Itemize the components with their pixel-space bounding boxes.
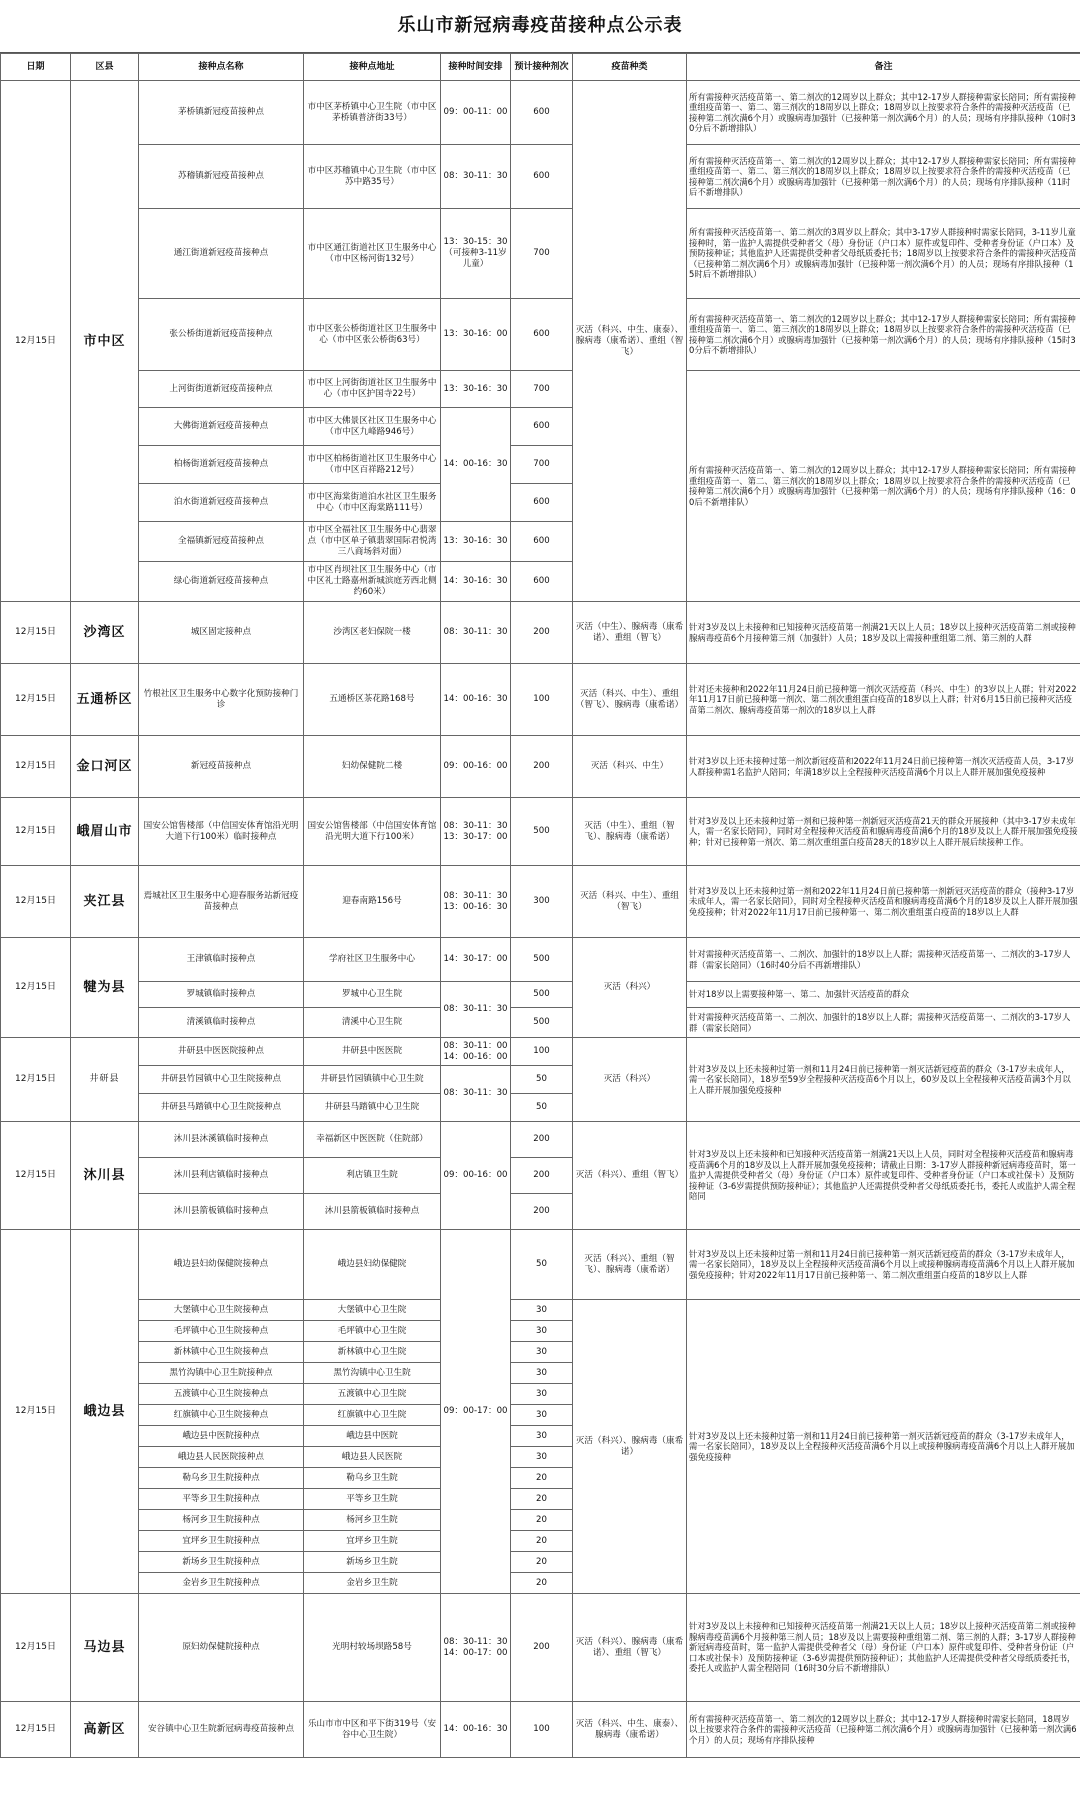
date-cell: 12月15日 [1,664,71,736]
site-address: 光明村较场坝路58号 [304,1594,441,1702]
site-vaccine: 灭活（科兴、中生、康泰）、腺病毒（康希诺） [573,1702,687,1758]
site-planned: 20 [511,1489,573,1510]
site-planned: 200 [511,1158,573,1194]
district-jiajiang: 夹江县 [71,866,139,938]
site-time: 13：30-16：30 [441,371,511,408]
site-time: 09：00-16：00 [441,1122,511,1230]
site-address: 峨边县人民医院 [304,1447,441,1468]
site-planned: 30 [511,1342,573,1363]
district-muchuan: 沐川县 [71,1122,139,1230]
site-note: 针对3岁及以上还未接种过第一剂和11月24日前已接种第一剂灭活新冠疫苗的群众（3-17岁未成年人，需一名家长陪同），18岁及以上全程接种灭活疫苗满6个月以上或接种腺病毒疫苗满6个月以上人群开展加强免疫接种；针对2022年11月17日前已接种第一、第二剂次重组蛋白疫苗的18岁以上人群 [687,1230,1080,1300]
site-note: 针对3岁及以上未接种和已知接种灭活疫苗第一剂满21天以上人员；18岁以上接种灭活疫苗第二剂或接种腺病毒疫苗满6个月接种第三剂人员；18岁及以上需要接种重组第二剂、第三剂的人群；3-17岁人群接种新冠病毒疫苗时，第一监护人需提供受种者父（母）身份证（户口本）原件或复印件、受种者身份证（户口本或社保卡）及预防接种证（3-6岁需提供预防接种证）；其他监护人还需提供受种者父母纸质委托书，委托人或监护人需全程陪同（16时30分后不新增排队） [687,1594,1080,1702]
site-planned: 200 [511,602,573,664]
site-address: 市中区通江街道社区卫生服务中心（市中区杨河街132号） [304,209,441,299]
site-planned: 30 [511,1384,573,1405]
site-name: 清溪镇临时接种点 [139,1008,304,1038]
site-address: 黑竹沟镇中心卫生院 [304,1363,441,1384]
site-vaccine: 灭活（科兴、中生）、重组（智飞）、腺病毒（康希诺） [573,664,687,736]
site-planned: 50 [511,1066,573,1094]
site-name: 杨河乡卫生院接种点 [139,1510,304,1531]
site-note: 针对需接种灭活疫苗第一、二剂次、加强针的18岁以上人群；需接种灭活疫苗第一、二剂次的3-17岁人群（需家长陪同）（16时40分后不再新增排队） [687,938,1080,982]
site-planned: 20 [511,1510,573,1531]
header-time: 接种时间安排 [441,54,511,81]
site-address: 罗城中心卫生院 [304,982,441,1008]
site-planned: 100 [511,1702,573,1758]
site-name: 上河街街道新冠疫苗接种点 [139,371,304,408]
site-planned: 700 [511,209,573,299]
site-time: 14：30-17：00 [441,938,511,982]
site-note: 针对还未接种和2022年11月24日前已接种第一剂次灭活疫苗（科兴、中生）的3岁以上人群；针对2022年11月17日前已接种第一剂次、第二剂次重组蛋白疫苗的18岁以上人群；针对6月15日前已接种灭活疫苗第二剂次、腺病毒疫苗第一剂次的18岁以上人群 [687,664,1080,736]
district-shawan: 沙湾区 [71,602,139,664]
site-name: 柏杨街道新冠疫苗接种点 [139,446,304,484]
site-name: 新场乡卫生院接种点 [139,1552,304,1573]
site-address: 井研县竹园镇镇中心卫生院 [304,1066,441,1094]
site-name: 大堡镇中心卫生院接种点 [139,1300,304,1321]
date-cell: 12月15日 [1,1230,71,1594]
site-name: 原妇幼保健院接种点 [139,1594,304,1702]
site-planned: 20 [511,1552,573,1573]
site-name: 苏稽镇新冠疫苗接种点 [139,145,304,209]
site-vaccine: 灭活（科兴）、腺病毒（康希诺） [573,1300,687,1594]
header-site-name: 接种点名称 [139,54,304,81]
header-date: 日期 [1,54,71,81]
site-vaccine: 灭活（科兴）、重组（智飞）、腺病毒（康希诺） [573,1230,687,1300]
site-address: 市中区张公桥街道社区卫生服务中心（市中区张公桥街63号） [304,299,441,371]
site-address: 国安公馆售楼部（中信国安体育馆沿光明大道下行100米） [304,798,441,866]
site-name: 黑竹沟镇中心卫生院接种点 [139,1363,304,1384]
site-planned: 30 [511,1426,573,1447]
date-cell: 12月15日 [1,938,71,1038]
district-ebian: 峨边县 [71,1230,139,1594]
site-address: 市中区全福社区卫生服务中心翡翠点（市中区单子镇翡翠国际君悦湾三八商场斜对面） [304,522,441,562]
site-name: 王津镇临时接种点 [139,938,304,982]
site-time: 13：30-16：00 [441,299,511,371]
site-planned: 50 [511,1094,573,1122]
site-note: 针对3岁及以上还未接种过第一剂和2022年11月24日前已接种第一剂新冠灭活疫苗的群众（接种3-17岁未成年人，需一名家长陪同），同时对全程接种灭活疫苗和腺病毒疫苗满6个月的18岁及以上人群开展加强免疫接种；针对2022年11月17日前已接种第一、第二剂次重组蛋白疫苗的18岁以上人群 [687,866,1080,938]
site-planned: 30 [511,1321,573,1342]
site-vaccine: 灭活（科兴）、腺病毒（康希诺）、重组（智飞） [573,1594,687,1702]
site-planned: 500 [511,1008,573,1038]
table-row [1,938,1080,982]
site-planned: 100 [511,1038,573,1066]
site-time: 09：00-16：00 [441,736,511,798]
site-address: 井研县马踏镇中心卫生院 [304,1094,441,1122]
site-address: 幸福新区中医医院（住院部） [304,1122,441,1158]
site-planned: 200 [511,1194,573,1230]
site-address: 杨河乡卫生院 [304,1510,441,1531]
site-address: 勒乌乡卫生院 [304,1468,441,1489]
site-name: 张公桥街道新冠疫苗接种点 [139,299,304,371]
site-time: 09：00-11：00 [441,81,511,145]
date-cell: 12月15日 [1,602,71,664]
site-name: 井研县中医医院接种点 [139,1038,304,1066]
site-planned: 100 [511,664,573,736]
site-address: 市中区柏杨街道社区卫生服务中心（市中区百祥路212号） [304,446,441,484]
site-name: 新林镇中心卫生院接种点 [139,1342,304,1363]
site-note: 针对3岁及以上未接种和已知接种灭活疫苗第一剂满21天以上人员；18岁以上接种灭活疫苗第二剂或接种腺病毒疫苗6个月接种第三剂（加强针）人员；18岁及以上需接种重组第二剂、第三剂的人群 [687,602,1080,664]
site-name: 五渡镇中心卫生院接种点 [139,1384,304,1405]
site-planned: 30 [511,1300,573,1321]
site-address: 市中区海棠街道泊水社区卫生服务中心（市中区海棠路111号） [304,484,441,522]
table-row [1,664,1080,736]
site-name: 茅桥镇新冠疫苗接种点 [139,81,304,145]
site-address: 市中区苏稽镇中心卫生院（市中区苏中路35号） [304,145,441,209]
site-note: 所有需接种灭活疫苗第一、第二剂次的3周岁以上群众；其中3-17岁人群接种时需家长陪同，3-11岁儿童接种时，第一监护人需提供受种者父（母）身份证（户口本）原件或复印件、受种者身份证（户口本）及预防接种证；其他监护人还需提供受种者父母纸质委托书；18周岁以上按要求符合条件的需接种灭活疫苗（已接种第二剂次满6个月）或腺病毒加强针（已接种第一剂次满6个月）的人员；现场有序排队接种（15时后不新增排队） [687,209,1080,299]
site-address: 五渡镇中心卫生院 [304,1384,441,1405]
date-cell: 12月15日 [1,1122,71,1230]
site-address: 市中区茅桥镇中心卫生院（市中区茅桥镇普济街33号） [304,81,441,145]
site-name: 国安公馆售楼部（中信国安体育馆沿光明大道下行100米）临时接种点 [139,798,304,866]
table-row [1,1300,1080,1321]
table-row [1,1038,1080,1066]
site-planned: 600 [511,484,573,522]
site-name: 安谷镇中心卫生院新冠病毒疫苗接种点 [139,1702,304,1758]
site-planned: 500 [511,798,573,866]
site-address: 红旗镇中心卫生院 [304,1405,441,1426]
site-name: 焉城社区卫生服务中心迎春服务站新冠疫苗接种点 [139,866,304,938]
site-name: 井研县马踏镇中心卫生院接种点 [139,1094,304,1122]
site-address: 市中区上河街街道社区卫生服务中心（市中区护国寺22号） [304,371,441,408]
site-planned: 50 [511,1230,573,1300]
district-mabian: 马边县 [71,1594,139,1702]
site-note: 所有需接种灭活疫苗第一、第二剂次的12周岁以上群众；其中12-17岁人群接种需家长陪同；所有需接种重组疫苗第一、第二、第三剂次的18周岁以上群众；18周岁以上按要求符合条件的需接种灭活疫苗（已接种第二剂次满6个月）或腺病毒加强针（已接种第一剂次满6个月）的人员；现场有序排队接种（10时30分后不新增排队） [687,81,1080,145]
site-name: 城区固定接种点 [139,602,304,664]
table-row [1,1702,1080,1758]
site-name: 峨边县人民医院接种点 [139,1447,304,1468]
date-cell: 12月15日 [1,1702,71,1758]
site-note: 所有需接种灭活疫苗第一、第二剂次的12周岁以上群众；其中12-17岁人群接种需家长陪同；所有需接种重组疫苗第一、第二、第三剂次的18周岁以上群众；18周岁以上按要求符合条件的需接种灭活疫苗（已接种第二剂次满6个月）或腺病毒加强针（已接种第一剂次满6个月）的人员；现场有序排队接种（15时30分后不新增排队） [687,299,1080,371]
site-address: 学府社区卫生服务中心 [304,938,441,982]
table-row [1,866,1080,938]
site-vaccine: 灭活（科兴、中生）、重组（智飞） [573,866,687,938]
header-row [1,54,1080,81]
date-cell: 12月15日 [1,1594,71,1702]
site-planned: 600 [511,408,573,446]
header-note: 备注 [687,54,1080,81]
site-planned: 20 [511,1468,573,1489]
site-vaccine: 灭活（中生）、腺病毒（康希诺）、重组（智飞） [573,602,687,664]
site-name: 大佛街道新冠疫苗接种点 [139,408,304,446]
site-address: 峨边县妇幼保健院 [304,1230,441,1300]
site-address: 平等乡卫生院 [304,1489,441,1510]
site-planned: 600 [511,562,573,602]
site-name: 泊水街道新冠疫苗接种点 [139,484,304,522]
site-name: 通江街道新冠疫苗接种点 [139,209,304,299]
table-row [1,602,1080,664]
site-note: 针对需接种灭活疫苗第一、二剂次、加强针的18岁以上人群；需接种灭活疫苗第一、二剂次的3-17岁人群（需家长陪同） [687,1008,1080,1038]
table-row [1,736,1080,798]
site-time: 13：30-16：30 [441,522,511,562]
site-time: 14：00-16：30 [441,408,511,522]
site-planned: 200 [511,1594,573,1702]
table-row [1,299,1080,371]
site-name: 绿心街道新冠疫苗接种点 [139,562,304,602]
site-planned: 500 [511,982,573,1008]
district-qianwei: 犍为县 [71,938,139,1038]
district-emeishan: 峨眉山市 [71,798,139,866]
page-title: 乐山市新冠病毒疫苗接种点公示表 [0,0,1080,53]
site-time: 09：00-17：00 [441,1230,511,1594]
site-note: 针对3岁及以上还未接种过第一剂和11月24日前已接种第一剂灭活新冠疫苗的群众（3-17岁未成年人，需一名家长陪同），18岁及以上全程接种灭活疫苗满6个月以上或接种腺病毒疫苗满6个月以上人群开展加强免疫接种 [687,1300,1080,1594]
site-address: 利店镇卫生院 [304,1158,441,1194]
table-row [1,209,1080,299]
district-jingyan: 井研县 [71,1038,139,1122]
site-address: 沐川县箭板镇临时接种点 [304,1194,441,1230]
site-note: 针对3岁及以上还未接种过第一剂和11月24日前已接种第一剂灭活新冠疫苗的群众（3-17岁未成年人，需一名家长陪同），18岁至59岁全程接种灭活疫苗6个月以上，60岁及以上全程接种灭活疫苗满3个月以上人群开展加强免疫接种 [687,1038,1080,1122]
table-row [1,1594,1080,1702]
site-note: 针对3岁及以上还未接种和已知接种灭活疫苗第一剂满21天以上人员，同时对全程接种灭活疫苗和腺病毒疫苗满6个月的18岁及以上人群开展加强免疫接种；请截止日期：3-17岁人群接种新冠病毒疫苗时，第一监护人需提供受种者父（母）身份证（户口本）原件或复印件、受种者身份证（户口本或社保卡）及预防接种证（3-6岁需提供预防接种证）；其他监护人还需提供受种者父母纸质委托书，委托人或监护人需全程陪同 [687,1122,1080,1230]
site-planned: 30 [511,1447,573,1468]
site-time: 14：00-16：30 [441,1702,511,1758]
site-address: 市中区大佛景区社区卫生服务中心（市中区九峰路946号） [304,408,441,446]
site-address: 妇幼保健院二楼 [304,736,441,798]
site-planned: 600 [511,299,573,371]
date-cell: 12月15日 [1,1038,71,1122]
site-address: 市中区肖坝社区卫生服务中心（市中区礼士路嘉州新城滨庭芳西北侧约60米） [304,562,441,602]
site-address: 新场乡卫生院 [304,1552,441,1573]
site-name: 沐川县箭板镇临时接种点 [139,1194,304,1230]
site-note: 针对3岁以上还未接种过第一剂次新冠疫苗和2022年11月24日前已接种第一剂次灭活疫苗人员，3-17岁人群接种需1名监护人陪同；年满18岁以上全程接种灭活疫苗满6个月以上人群开展加强免疫接种 [687,736,1080,798]
site-address: 井研县中医医院 [304,1038,441,1066]
table-row [1,81,1080,145]
site-address: 大堡镇中心卫生院 [304,1300,441,1321]
site-time: 08：30-11：30 [441,145,511,209]
site-name: 金岩乡卫生院接种点 [139,1573,304,1594]
district-jinkouhe: 金口河区 [71,736,139,798]
date-cell: 12月15日 [1,866,71,938]
site-vaccine: 灭活（中生）、重组（智飞）、腺病毒（康希诺） [573,798,687,866]
site-name: 毛坪镇中心卫生院接种点 [139,1321,304,1342]
site-planned: 600 [511,522,573,562]
site-address: 清溪中心卫生院 [304,1008,441,1038]
site-note: 针对18岁以上需要接种第一、第二、加强针灭活疫苗的群众 [687,982,1080,1008]
district-shizhong: 市中区 [71,81,139,602]
site-vaccine: 灭活（科兴） [573,1038,687,1122]
site-time: 08：30-11：30 [441,1066,511,1122]
site-planned: 600 [511,145,573,209]
site-vaccine: 灭活（科兴） [573,938,687,1038]
site-time: 14：30-16：30 [441,562,511,602]
site-name: 沐川县利店镇临时接种点 [139,1158,304,1194]
site-address: 新林镇中心卫生院 [304,1342,441,1363]
site-note: 所有需接种灭活疫苗第一、第二剂次的12周岁以上群众；其中12-17岁人群接种需家长陪同；所有需接种重组疫苗第一、第二、第三剂次的18周岁以上群众；18周岁以上按要求符合条件的需接种灭活疫苗（已接种第二剂次满6个月）或腺病毒加强针（已接种第一剂次满6个月）的人员；现场有序排队接种（11时后不新增排队） [687,145,1080,209]
header-district: 区县 [71,54,139,81]
site-vaccine: 灭活（科兴）、重组（智飞） [573,1122,687,1230]
site-address: 金岩乡卫生院 [304,1573,441,1594]
site-planned: 300 [511,866,573,938]
site-name: 沐川县沐溪镇临时接种点 [139,1122,304,1158]
site-planned: 30 [511,1363,573,1384]
site-name: 勒乌乡卫生院接种点 [139,1468,304,1489]
site-planned: 600 [511,81,573,145]
site-time: 08：30-11：30 [441,982,511,1038]
site-name: 红旗镇中心卫生院接种点 [139,1405,304,1426]
header-planned: 预计接种剂次 [511,54,573,81]
site-address: 沙湾区老妇保院一楼 [304,602,441,664]
site-vaccine: 灭活（科兴、中生） [573,736,687,798]
site-note: 针对3岁及以上还未接种过第一剂和已接种第一剂新冠灭活疫苗21天的群众开展接种（其中3-17岁未成年人，需一名家长陪同），同时对全程接种灭活疫苗和腺病毒疫苗满6个月的18岁及以上人群开展加强免疫接种；针对已接种第一剂次、第二剂次重组蛋白疫苗28天的18岁以上人群开展后续接种工作。 [687,798,1080,866]
header-address: 接种点地址 [304,54,441,81]
site-name: 罗城镇临时接种点 [139,982,304,1008]
table-row [1,145,1080,209]
site-note: 所有需接种灭活疫苗第一、第二剂次的12周岁以上群众；其中12-17岁人群接种需家长陪同；所有需接种重组疫苗第一、第二、第三剂次的18周岁以上群众；18周岁以上按要求符合条件的需接种灭活疫苗（已接种第二剂次满6个月）或腺病毒加强针（已接种第一剂次满6个月）的人员；现场有序排队接种（16：00后不新增排队） [687,371,1080,602]
table-row [1,1230,1080,1300]
site-time: 14：00-16：30 [441,664,511,736]
site-time: 08：30-11：00 14：00-16：00 [441,1038,511,1066]
site-planned: 20 [511,1573,573,1594]
site-name: 宜坪乡卫生院接种点 [139,1531,304,1552]
table-row [1,371,1080,408]
district-gaoxin: 高新区 [71,1702,139,1758]
table-row [1,982,1080,1008]
site-address: 峨边县中医院 [304,1426,441,1447]
site-name: 新冠疫苗接种点 [139,736,304,798]
site-address: 五通桥区茶花路168号 [304,664,441,736]
site-name: 平等乡卫生院接种点 [139,1489,304,1510]
date-cell: 12月15日 [1,798,71,866]
site-time: 08：30-11：30 13：00-16：30 [441,866,511,938]
date-cell: 12月15日 [1,81,71,602]
site-planned: 200 [511,736,573,798]
site-name: 竹根社区卫生服务中心数字化预防接种门诊 [139,664,304,736]
table-row [1,798,1080,866]
site-name: 全福镇新冠疫苗接种点 [139,522,304,562]
site-vaccine: 灭活（科兴、中生、康泰）、腺病毒（康希诺）、重组（智飞） [573,81,687,602]
site-address: 毛坪镇中心卫生院 [304,1321,441,1342]
header-vaccine: 疫苗种类 [573,54,687,81]
table-row [1,1008,1080,1038]
vaccination-sites-table [0,53,1080,1758]
site-address: 宜坪乡卫生院 [304,1531,441,1552]
site-time: 08：30-11：30 14：00-17：00 [441,1594,511,1702]
site-address: 乐山市市中区和平下街319号（安谷中心卫生院） [304,1702,441,1758]
site-planned: 700 [511,446,573,484]
site-time: 08：30-11：30 [441,602,511,664]
site-planned: 200 [511,1122,573,1158]
table-row [1,1122,1080,1158]
site-planned: 30 [511,1405,573,1426]
district-wutongqiao: 五通桥区 [71,664,139,736]
site-planned: 500 [511,938,573,982]
date-cell: 12月15日 [1,736,71,798]
site-planned: 20 [511,1531,573,1552]
site-time: 13：30-15：30（可接种3-11岁儿童） [441,209,511,299]
site-name: 峨边县妇幼保健院接种点 [139,1230,304,1300]
site-planned: 700 [511,371,573,408]
site-name: 峨边县中医院接种点 [139,1426,304,1447]
site-note: 所有需接种灭活疫苗第一、第二剂次的12周岁以上群众；其中12-17岁人群接种时需家长陪同，18周岁以上按要求符合条件的需接种灭活疫苗（已接种第二剂次满6个月）或腺病毒加强针（已接种第一剂次满6个月）的人员；现场有序排队接种 [687,1702,1080,1758]
site-time: 08：30-11：30 13：30-17：00 [441,798,511,866]
site-name: 井研县竹园镇中心卫生院接种点 [139,1066,304,1094]
site-address: 迎春南路156号 [304,866,441,938]
